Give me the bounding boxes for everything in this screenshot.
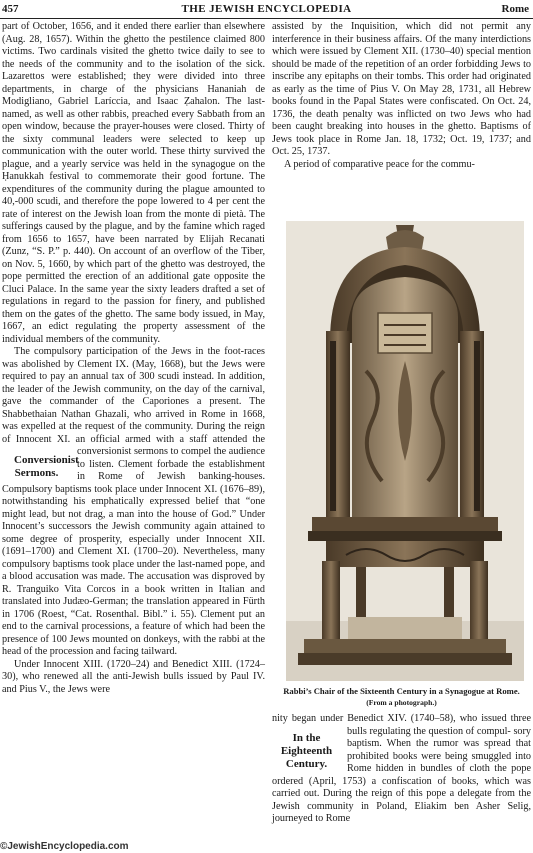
- paragraph: [2, 346, 265, 659]
- right-column-top: [272, 21, 531, 171]
- side-heading-conversionist-sermons: Conversionist Sermons.: [14, 454, 79, 479]
- right-column-bottom: [272, 713, 531, 826]
- figure-caption-source: (From a photograph.): [366, 698, 437, 707]
- rabbis-chair-photograph: [286, 221, 524, 681]
- page-number: 457: [2, 3, 19, 15]
- header-rule: [0, 18, 533, 19]
- figure-caption: Rabbi’s Chair of the Sixteenth Century in a Synagogue at Rome.: [283, 686, 520, 696]
- side-heading-eighteenth-century: In the Eighteenth Century.: [280, 731, 333, 770]
- paragraph-text: sory baptism. When the rumor was spread that prohibited books were being smuggled into Rome hidden in bundles of cloth the pope ordered (April, 1753) a confiscation of books, which was carried out. During the reign of this pope a delegate from the Jewish community in Poland, Eliakim ben Asher Selig, journeyed to Rome: [272, 725, 531, 824]
- chair-illustration: [286, 221, 524, 681]
- paragraph: [272, 713, 531, 826]
- left-column: [2, 21, 265, 696]
- header-keyword: Rome: [501, 3, 529, 15]
- paragraph: part of October, 1656, and it ended there earlier than elsewhere (Aug. 28, 1657). Within the ghetto the pestilence claimed 800 victims. Two cardinals visited the ghetto twice daily to see to the needs of the community and to the isolation of the sick. Lazarettos were established; they were divided into three departments, in charge of the physicians Hananiah de Modigliano, Gabriel Laríccia, and Isaac Ẓahalon. The last-named, as well as other rabbis, preached every Sabbath from an open window, because the prayer-houses were closed. Thirty of the sixty communal leaders were selected to keep up communication with the outer world. These thirty survived the plague, and a yearly service was held in the synagogue on the Ḥanukkah festival to commemorate their good fortune. The expenditures of the community during the plague amounted to 40,-000 scudi, and therefore the pope lowered to 4 per cent the rate of interest on the Jewish loan from the monte di pietà. The sufferings caused by the plague, and by the famine which raged from 1656 to 1657, have been narrated by Elijah Recanati (Zunz, “S. P.” p. 440). On account of an overflow of the Tiber, on Nov. 5, 1660, by which part of the ghetto was destroyed, the pope permitted the erection of an additional gate opposite the Cluci Palace. In the same year the sixty leaders drafted a set of regulations in regard to the passion for finery, and published them on the gates of the ghetto. The same body issued, in May, 1667, an edict regulating the property assessment of the individual members of the community.: [2, 21, 265, 345]
- running-title: THE JEWISH ENCYCLOPEDIA: [181, 3, 352, 15]
- paragraph-text: conversionist sermons to compel the audience to listen. Clement forbade the establishment in Rome of Jewish banking-houses. Compulsory baptisms took place under Innocent XI. (1676–89), notwithstanding his emphatically expressed belief that “one might lead, but not drag, a man into the house of God.” Under Innocent’s successors the Jewish community again attained to some degree of prosperity, especially under Innocent XII. (1691–1700) and Clement XI. (1700–20). Nevertheless, many compulsory baptisms took place under the last-named pope, and a blood accusation was made. The accusation was disproved by R. Tranguiko Vita Corcos in a book written in Italian and translated into Judæo-German; the translation appeared in Fürth in 1706 (Roest, “Cat. Rosenthal. Bibl.” i. 55). Clement put an end to the carnival processions, a feature of which had been the presence of 100 Jews mounted on donkeys, with the rabbi at the head of the procession and facing tailward.: [2, 446, 265, 657]
- paragraph: Under Innocent XIII. (1720–24) and Benedict XIII. (1724–30), who renewed all the anti-Jewish bulls issued by Paul IV. and Pius V., the Jews were: [2, 658, 265, 695]
- paragraph: A period of comparative peace for the commu-: [284, 158, 475, 170]
- paragraph-text: nity began under Benedict XIV. (1740–58), who issued three bulls regulating the question of compul-: [272, 713, 531, 737]
- running-header: [0, 0, 533, 20]
- paragraph: assisted by the Inquisition, which did not permit any interference in their business affairs. Of the many interdictions which were issued by Clement XII. (1730–40) special mention should be made of the repetition of an order forbidding Jews to inscribe any epitaphs on their tombs. This order had originated as early as the time of Pius V. On May 28, 1731, all Hebrew books found in the Papal States were confiscated. On Oct. 24, 1736, the death penalty was inflicted on two Jews who had been caught breaking into houses in the ghetto. Baptisms of Jews took place in Rome Jan. 18, 1732; Oct. 19, 1737; and Oct. 25, 1737.: [272, 21, 531, 157]
- paragraph-text: The compulsory participation of the Jews in the foot-races was abolished by Clement IX. (May, 1668), but the Jews were required to pay an annual tax of 300 scudi instead. In addition, the leader of the Jewish community, on the day of the carnival, gave the commander of the Caporiones a present. The Shabbethaian Nathan Ghazali, who arrived in Rome in 1668, was expelled at the request of the community. During the reign of Innocent XI. an official armed with a staff attended the: [2, 346, 265, 445]
- watermark-link[interactable]: ©JewishEncyclopedia.com: [0, 841, 129, 852]
